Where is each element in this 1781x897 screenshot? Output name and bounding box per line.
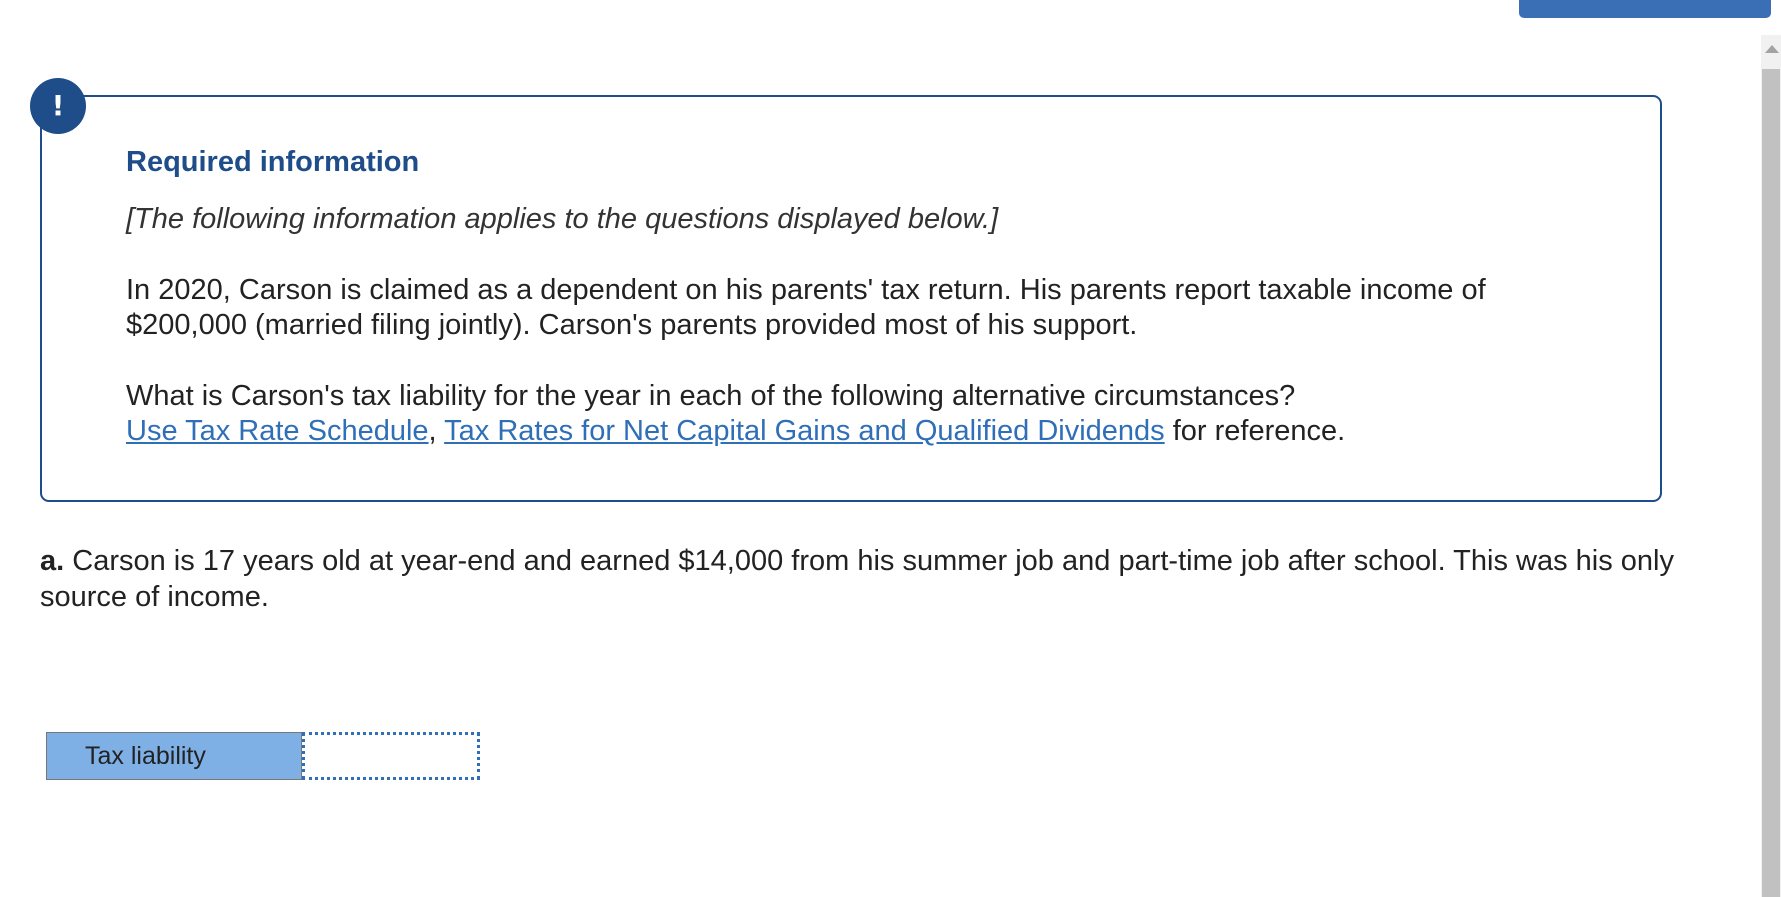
scenario-paragraph: In 2020, Carson is claimed as a dependent on his parents' tax return. His parents report taxable income of $200,000 (married filing jointly). Carson's parents provided most of his support. (126, 274, 1486, 341)
tax-rate-schedule-link[interactable]: Use Tax Rate Schedule (126, 415, 429, 447)
required-information-title: Required information (126, 146, 420, 178)
answer-table (46, 732, 480, 780)
tax-liability-label: Tax liability (46, 732, 302, 780)
capital-gains-rates-link[interactable]: Tax Rates for Net Capital Gains and Qualified Dividends (444, 415, 1165, 447)
question-prompt-paragraph (126, 379, 1606, 449)
top-action-button[interactable] (1519, 0, 1771, 18)
scroll-up-arrow-icon[interactable] (1765, 45, 1779, 53)
question-a-label: a. (40, 545, 65, 577)
question-a-text: Carson is 17 years old at year-end and earned $14,000 from his summer job and part-time job after school. This was his only source of income. (40, 545, 1674, 613)
tax-liability-input[interactable] (302, 732, 480, 780)
question-a (40, 543, 1740, 615)
info-applies-note: [The following information applies to the questions displayed below.] (126, 203, 999, 235)
reference-suffix: for reference. (1164, 415, 1346, 447)
exclamation-circle-icon: ! (30, 78, 86, 134)
vertical-scrollbar[interactable] (1761, 35, 1781, 897)
link-separator: , (428, 415, 437, 447)
question-prompt-text: What is Carson's tax liability for the year in each of the following alternative circumstances? (126, 380, 1296, 412)
scroll-thumb[interactable] (1762, 69, 1780, 897)
